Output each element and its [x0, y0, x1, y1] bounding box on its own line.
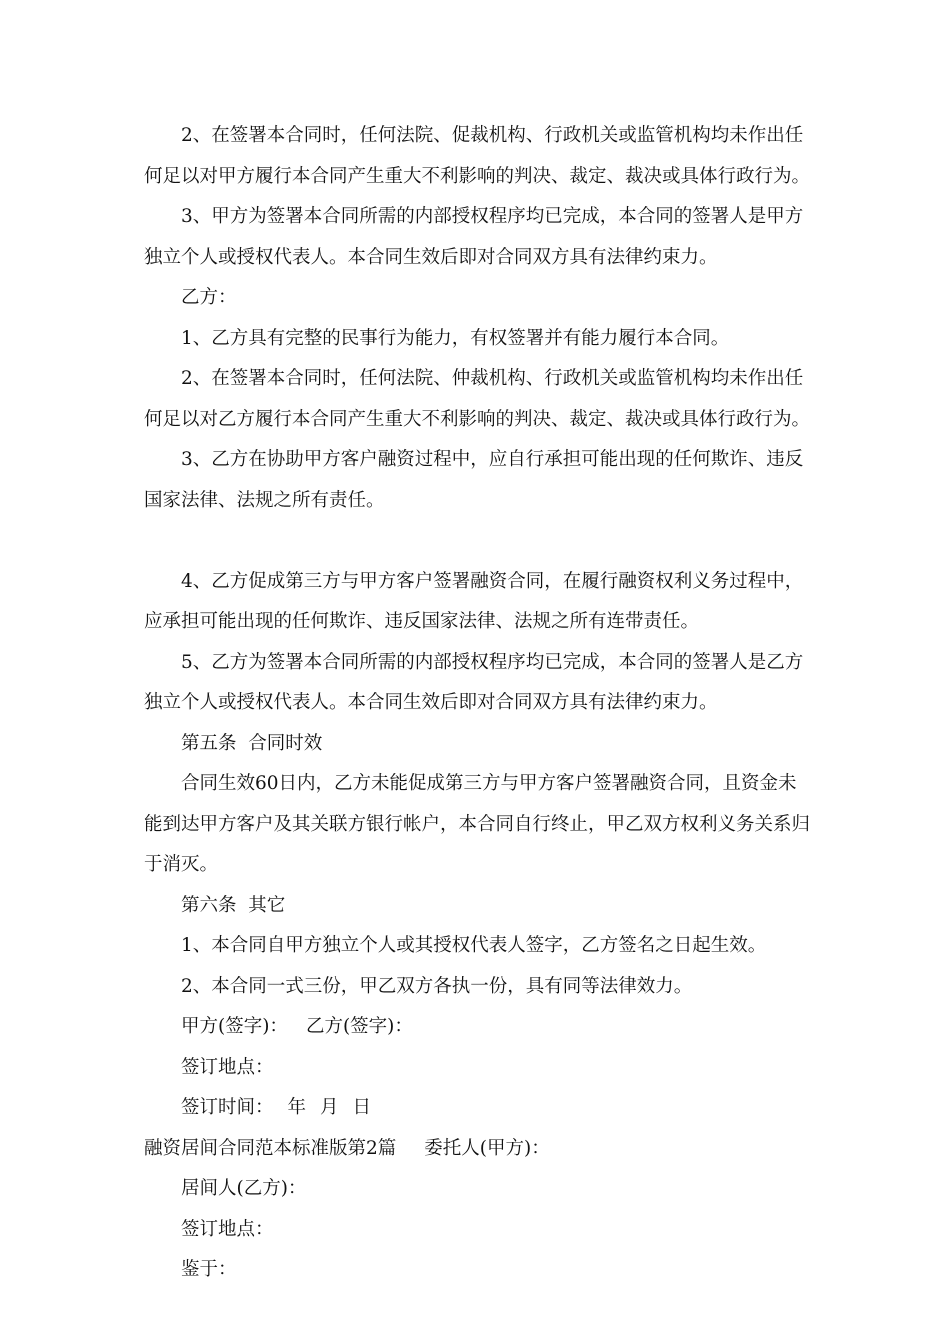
document-body: [144, 116, 814, 1291]
year-label: 年: [287, 1097, 307, 1118]
day-label: 日: [352, 1097, 372, 1118]
signing-place-row: [144, 1048, 814, 1089]
paragraph-article-6-clause-1: 1、本合同自甲方独立个人或其授权代表人签字，乙方签名之日起生效。: [181, 935, 767, 956]
article-6-heading: 第六条 其它: [181, 894, 286, 916]
second-contract-title: 融资居间合同范本标准版第2篇: [144, 1137, 397, 1159]
client-label: 委托人(甲方)：: [424, 1137, 550, 1159]
month-label: 月: [320, 1097, 339, 1118]
signing-time-label: 签订时间：: [181, 1097, 274, 1118]
paragraph-article-5-body: 合同生效60日内，乙方未能促成第三方与甲方客户签署融资合同，且资金未能到达甲方客户及其关联方银行帐户，本合同自行终止，甲乙双方权利义务关系归于消灭。: [144, 773, 811, 875]
paragraph-party-a-clause-3: 3、甲方为签署本合同所需的内部授权程序均已完成，本合同的签署人是甲方独立个人或授权代表人。本合同生效后即对合同双方具有法律约束力。: [144, 206, 804, 268]
intermediary-label: 居间人(乙方)：: [181, 1178, 307, 1199]
article-5-heading: 第五条 合同时效: [181, 732, 323, 754]
paragraph-party-b-clause-5: 5、乙方为签署本合同所需的内部授权程序均已完成，本合同的签署人是乙方独立个人或授权代表人。本合同生效后即对合同双方具有法律约束力。: [144, 651, 804, 713]
second-signing-place-label: 签订地点：: [181, 1218, 274, 1240]
signature-row: [144, 1007, 814, 1048]
party-b-heading: 乙方：: [181, 287, 237, 308]
paragraph-party-b-clause-3: 3、乙方在协助甲方客户融资过程中，应自行承担可能出现的任何欺诈、违反国家法律、法规之所有责任。: [144, 449, 804, 511]
whereas-label: 鉴于：: [181, 1259, 237, 1280]
whereas-row: [144, 1250, 814, 1291]
paragraph-party-a-clause-2: 2、在签署本合同时，任何法院、促裁机构、行政机关或监管机构均未作出任何足以对甲方履行本合同产生重大不利影响的判决、裁定、裁决或具体行政行为。: [144, 125, 811, 187]
paragraph-party-b-clause-4: 4、乙方促成第三方与甲方客户签署融资合同，在履行融资权利义务过程中，应承担可能出现的任何欺诈、违反国家法律、法规之所有连带责任。: [144, 570, 804, 632]
second-signing-place-row: [144, 1210, 814, 1251]
intermediary-row: [144, 1169, 814, 1210]
paragraph-party-b-clause-2: 2、在签署本合同时，任何法院、仲裁机构、行政机关或监管机构均未作出任何足以对乙方履行本合同产生重大不利影响的判决、裁定、裁决或具体行政行为。: [144, 368, 811, 430]
second-contract-title-row: [144, 1129, 814, 1170]
signing-time-row: [144, 1088, 814, 1129]
paragraph-party-b-clause-1: 1、乙方具有完整的民事行为能力，有权签署并有能力履行本合同。: [181, 327, 730, 349]
blank-line: [144, 521, 814, 562]
party-b-signature-label: 乙方(签字)：: [305, 1016, 413, 1037]
signing-place-label: 签订地点：: [181, 1056, 274, 1078]
party-a-signature-label: 甲方(签字)：: [181, 1016, 288, 1037]
paragraph-article-6-clause-2: 2、本合同一式三份，甲乙双方各执一份，具有同等法律效力。: [181, 975, 693, 997]
